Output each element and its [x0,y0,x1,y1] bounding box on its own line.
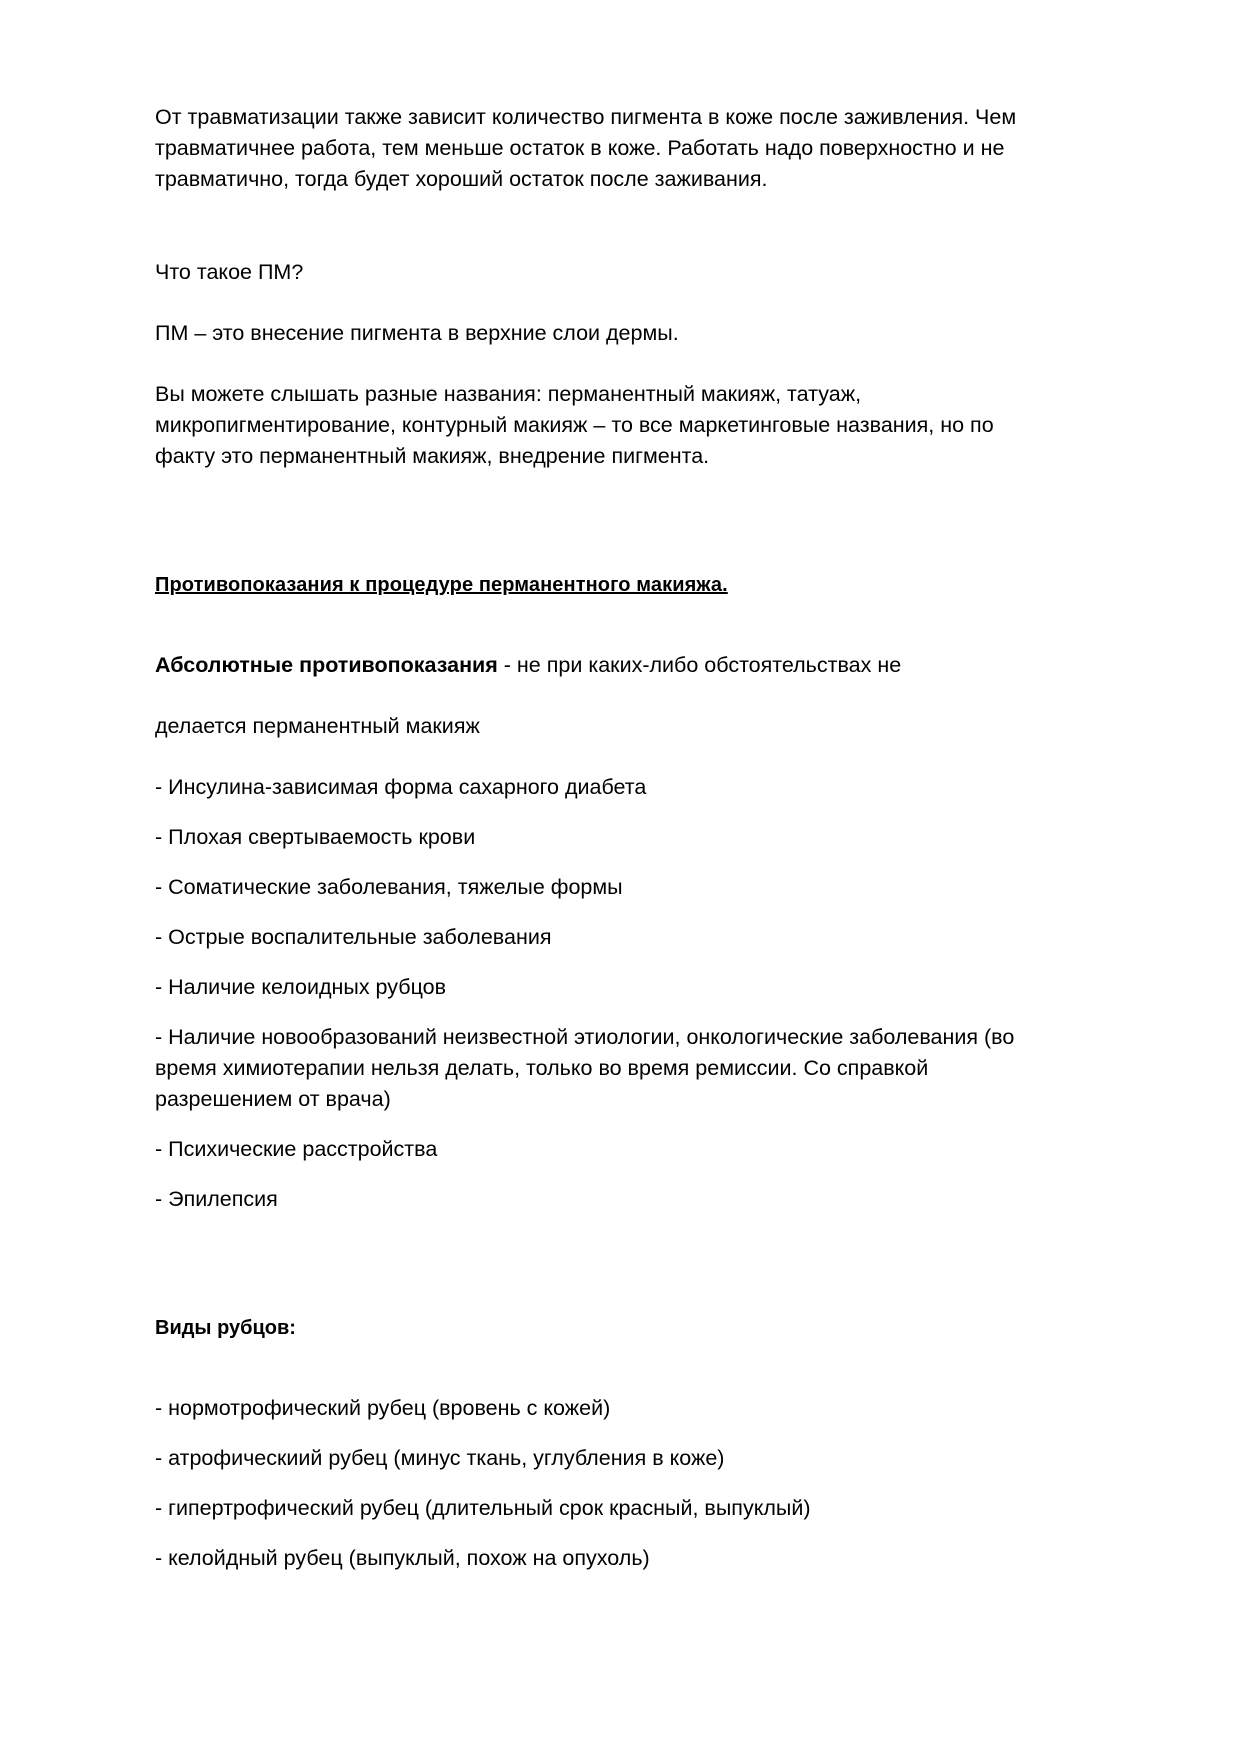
spacer [155,195,1035,257]
list-item: - Наличие новообразований неизвестной этиологии, онкологические заболевания (во время химиотерапии нельзя делать, только во время ремиссии. Со справкой разрешением от врача) [155,1025,1021,1111]
spacer [155,742,1035,772]
absolute-contraindications-continued: делается перманентный макияж [155,714,480,738]
list-item: - гипертрофический рубец (длительный срок красный, выпуклый) [155,1496,811,1520]
absolute-contraindications-line [155,650,1035,681]
spacer [155,681,1035,711]
spacer [155,349,1035,379]
absolute-contraindications-rest: - не при каких-либо обстоятельствах не [497,653,902,677]
marketing-names-paragraph: Вы можете слышать разные названия: перманентный макияж, татуаж, микропигментирование, контурный макияж – то все маркетинговые названия, но по факту это перманентный макияж, внедрение пигмента. [155,382,1000,468]
spacer [155,288,1035,318]
list-item: - нормотрофический рубец (вровень с кожей) [155,1396,611,1420]
list-item: - атрофическиий рубец (минус ткань, углубления в коже) [155,1446,725,1470]
spacer [155,620,1035,650]
spacer [155,1215,1035,1293]
list-item: - Плохая свертываемость крови [155,825,476,849]
list-item: - Психические расстройства [155,1137,438,1161]
document-body [155,102,1035,1574]
list-item: - Наличие келоидных рубцов [155,975,447,999]
list-item: - Соматические заболевания, тяжелые формы [155,875,623,899]
pm-definition: ПМ – это внесение пигмента в верхние слои дермы. [155,321,679,345]
spacer [155,472,1035,550]
list-item: - Острые воспалительные заболевания [155,925,552,949]
list-item: - келойдный рубец (выпуклый, похож на опухоль) [155,1546,650,1570]
list-item: - Инсулина-зависимая форма сахарного диабета [155,775,647,799]
absolute-contraindications-label: Абсолютные противопоказания [155,653,498,677]
scar-types-heading: Виды рубцов: [155,1317,296,1339]
intro-paragraph: От травматизации также зависит количество пигмента в коже после заживления. Чем травматичнее работа, тем меньше остаток в коже. Работать надо поверхностно и не травматично, тогда будет хороший остаток после заживания. [155,105,1023,191]
contraindications-heading: Противопоказания к процедуре перманентного макияжа. [155,574,728,596]
what-is-pm-question: Что такое ПМ? [155,260,304,284]
list-item: - Эпилепсия [155,1187,278,1211]
spacer [155,1363,1035,1393]
